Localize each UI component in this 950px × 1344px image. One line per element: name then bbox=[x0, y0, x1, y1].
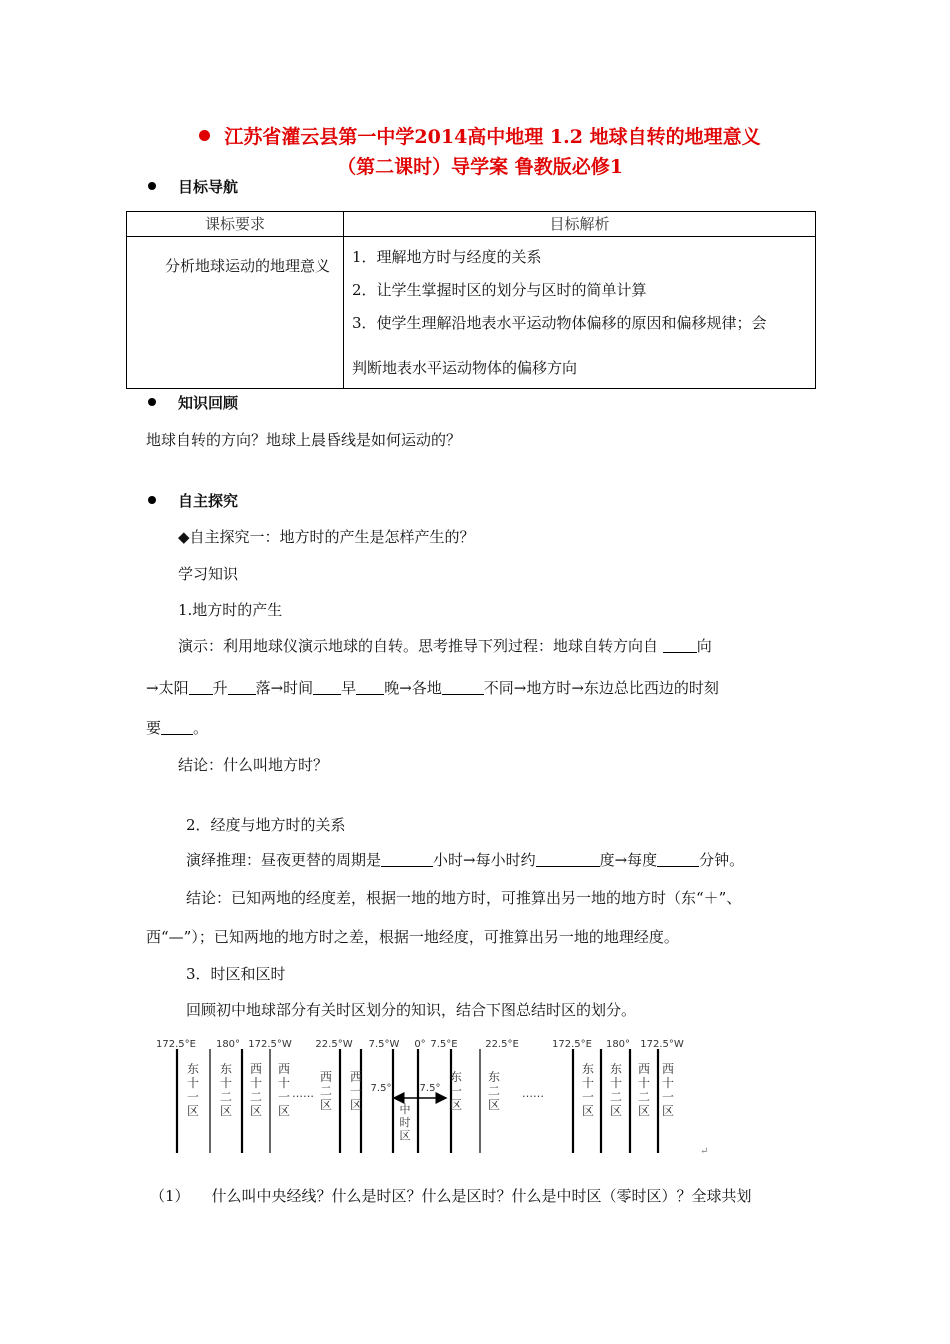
requirement-cell: 分析地球运动的地理意义 bbox=[127, 237, 344, 389]
zone-label-char: 西 bbox=[277, 1062, 291, 1076]
meridian-label: 7.5°E bbox=[430, 1039, 458, 1050]
meridian-label: 0° bbox=[414, 1039, 426, 1050]
goal-table bbox=[126, 211, 816, 389]
heading-longitude: 2．经度与地方时的关系 bbox=[186, 816, 346, 834]
zone-label-char: 区 bbox=[277, 1104, 291, 1118]
bullet-icon bbox=[148, 496, 156, 504]
zone-label-char: 二 bbox=[609, 1090, 623, 1104]
zone-label-char: 二 bbox=[319, 1084, 333, 1098]
return-mark-icon: ↵ bbox=[700, 1146, 709, 1157]
section-review: 知识回顾 bbox=[148, 392, 238, 413]
zone-label-char: 十 bbox=[609, 1076, 623, 1090]
zone-label-char: 二 bbox=[487, 1084, 501, 1098]
zone-label-char: 东 bbox=[449, 1070, 463, 1084]
blank-field[interactable] bbox=[161, 718, 193, 735]
learn-label: 学习知识 bbox=[178, 565, 239, 583]
center-zone-char: 时 bbox=[399, 1116, 411, 1129]
zone-label-char: 十 bbox=[637, 1076, 651, 1090]
meridian-label: 22.5°W bbox=[315, 1039, 353, 1050]
deduce-line: 演绎推理：昼夜更替的周期是 小时→每小时约 度→每度 分钟。 bbox=[186, 851, 745, 869]
zone-label-char: 区 bbox=[581, 1104, 595, 1118]
yao-line: 要 。 bbox=[146, 719, 209, 737]
meridian-label: 180° bbox=[605, 1039, 631, 1050]
zone-label-char: 东 bbox=[581, 1062, 595, 1076]
zone-label-char: 东 bbox=[609, 1062, 623, 1076]
zone-label-char: 东 bbox=[487, 1070, 501, 1084]
zone-label-char: 区 bbox=[319, 1098, 333, 1112]
chain-line: →太阳 升 落→时间 早 晚→各地 不同→地方时→东边总比西边的时刻 bbox=[146, 679, 719, 697]
zone-label-char: 十 bbox=[219, 1076, 233, 1090]
zone-label-char: 区 bbox=[349, 1098, 363, 1112]
red-bullet-icon bbox=[199, 130, 210, 141]
zone-label-char: 西 bbox=[661, 1062, 675, 1076]
zone-label-char: 二 bbox=[249, 1090, 263, 1104]
meridian-label: 180° bbox=[215, 1039, 241, 1050]
center-zone-char: 中 bbox=[399, 1103, 411, 1116]
blank-field[interactable] bbox=[356, 678, 384, 695]
blank-field[interactable] bbox=[381, 850, 433, 867]
zone-label-char: 区 bbox=[186, 1104, 200, 1118]
zone-label-char: 西 bbox=[249, 1062, 263, 1076]
zone-label-char: 一 bbox=[449, 1084, 463, 1098]
zone-label-char: 二 bbox=[219, 1090, 233, 1104]
conclusion-2a: 结论：已知两地的经度差，根据一地的地方时，可推算出另一地的地方时（东“＋”、 bbox=[186, 889, 742, 907]
zone-label-char: 区 bbox=[637, 1104, 651, 1118]
zone-label-char: 一 bbox=[661, 1090, 675, 1104]
blank-field[interactable] bbox=[663, 636, 697, 653]
zone-label-char: 区 bbox=[661, 1104, 675, 1118]
zone-label-char: 一 bbox=[186, 1090, 200, 1104]
zone-label-char: 一 bbox=[581, 1090, 595, 1104]
section-explore: 自主探究 bbox=[148, 490, 238, 511]
zone-label-char: 区 bbox=[219, 1104, 233, 1118]
analysis-cell bbox=[344, 237, 816, 389]
timezone-diagram bbox=[148, 1035, 708, 1165]
heading-timezone: 3．时区和区时 bbox=[186, 965, 286, 983]
zone-label-char: 西 bbox=[319, 1070, 333, 1084]
zone-label-char: 区 bbox=[249, 1104, 263, 1118]
zone-label-char: 东 bbox=[219, 1062, 233, 1076]
goal-table-row bbox=[127, 237, 816, 389]
zone-label-char: 区 bbox=[487, 1098, 501, 1112]
goal-item-1: 1．理解地方时与经度的关系 bbox=[352, 248, 542, 266]
goal-table-header bbox=[127, 212, 816, 237]
conclusion-2b: 西“—”）；已知两地的地方时之差，根据一地经度，可推算出另一地的地理经度。 bbox=[146, 928, 679, 946]
zone-label-char: 十 bbox=[661, 1076, 675, 1090]
half-zone-degree: 7.5° bbox=[370, 1083, 392, 1094]
conclusion-1: 结论：什么叫地方时？ bbox=[178, 756, 329, 774]
meridian-label: 172.5°E bbox=[156, 1039, 196, 1050]
blank-field[interactable] bbox=[189, 678, 213, 695]
recall-line: 回顾初中地球部分有关时区划分的知识，结合下图总结时区的划分。 bbox=[186, 1001, 637, 1019]
zone-label-char: 西 bbox=[637, 1062, 651, 1076]
explore-question-1: ◆自主探究一：地方时的产生是怎样产生的？ bbox=[178, 528, 475, 546]
zone-label-char: 十 bbox=[277, 1076, 291, 1090]
zone-label-char: 一 bbox=[349, 1084, 363, 1098]
zone-label-char: 十 bbox=[249, 1076, 263, 1090]
doc-title-line1: 江苏省灌云县第一中学2014高中地理 1.2 地球自转的地理意义 bbox=[130, 122, 830, 152]
blank-field[interactable] bbox=[313, 678, 341, 695]
meridian-label: 7.5°W bbox=[368, 1039, 400, 1050]
zone-label-char: 西 bbox=[349, 1070, 363, 1084]
bullet-icon bbox=[148, 398, 156, 406]
section-goal-nav: 目标导航 bbox=[148, 176, 238, 197]
zone-label-char: 十 bbox=[186, 1076, 200, 1090]
review-question: 地球自转的方向？地球上晨昏线是如何运动的？ bbox=[146, 431, 462, 449]
ellipsis-dots: …… bbox=[522, 1087, 544, 1100]
goal-item-3: 3．使学生理解沿地表水平运动物体偏移的原因和偏移规律；会 bbox=[352, 314, 767, 332]
final-question: （1） 什么叫中央经线？什么是时区？什么是区时？什么是中时区（零时区）？全球共划 bbox=[150, 1187, 752, 1205]
bullet-icon bbox=[148, 182, 156, 190]
header-requirement: 课标要求 bbox=[127, 212, 344, 237]
doc-title-line2: （第二课时）导学案 鲁教版必修1 bbox=[337, 156, 623, 178]
meridian-label: 172.5°E bbox=[552, 1039, 592, 1050]
zone-label-char: 二 bbox=[637, 1090, 651, 1104]
header-analysis: 目标解析 bbox=[344, 212, 816, 237]
zone-label-char: 区 bbox=[609, 1104, 623, 1118]
goal-item-2: 2．让学生掌握时区的划分与区时的简单计算 bbox=[352, 281, 647, 299]
zone-label-char: 十 bbox=[581, 1076, 595, 1090]
meridian-label: 22.5°E bbox=[485, 1039, 519, 1050]
goal-item-4: 判断地表水平运动物体的偏移方向 bbox=[352, 359, 578, 377]
half-zone-degree: 7.5° bbox=[419, 1083, 441, 1094]
blank-field[interactable] bbox=[536, 850, 600, 867]
heading-local-time: 1.地方时的产生 bbox=[178, 601, 283, 619]
zone-label-char: 区 bbox=[449, 1098, 463, 1112]
meridian-label: 172.5°W bbox=[640, 1039, 684, 1050]
blank-field[interactable] bbox=[442, 678, 484, 695]
zone-label-char: 一 bbox=[277, 1090, 291, 1104]
blank-field[interactable] bbox=[657, 850, 699, 867]
blank-field[interactable] bbox=[228, 678, 256, 695]
center-zone-char: 区 bbox=[399, 1129, 411, 1142]
ellipsis-dots: …… bbox=[292, 1087, 314, 1100]
zone-label-char: 东 bbox=[186, 1062, 200, 1076]
meridian-label: 172.5°W bbox=[248, 1039, 292, 1050]
demo-line: 演示：利用地球仪演示地球的自转。思考推导下列过程：地球自转方向自 向 bbox=[178, 637, 712, 655]
